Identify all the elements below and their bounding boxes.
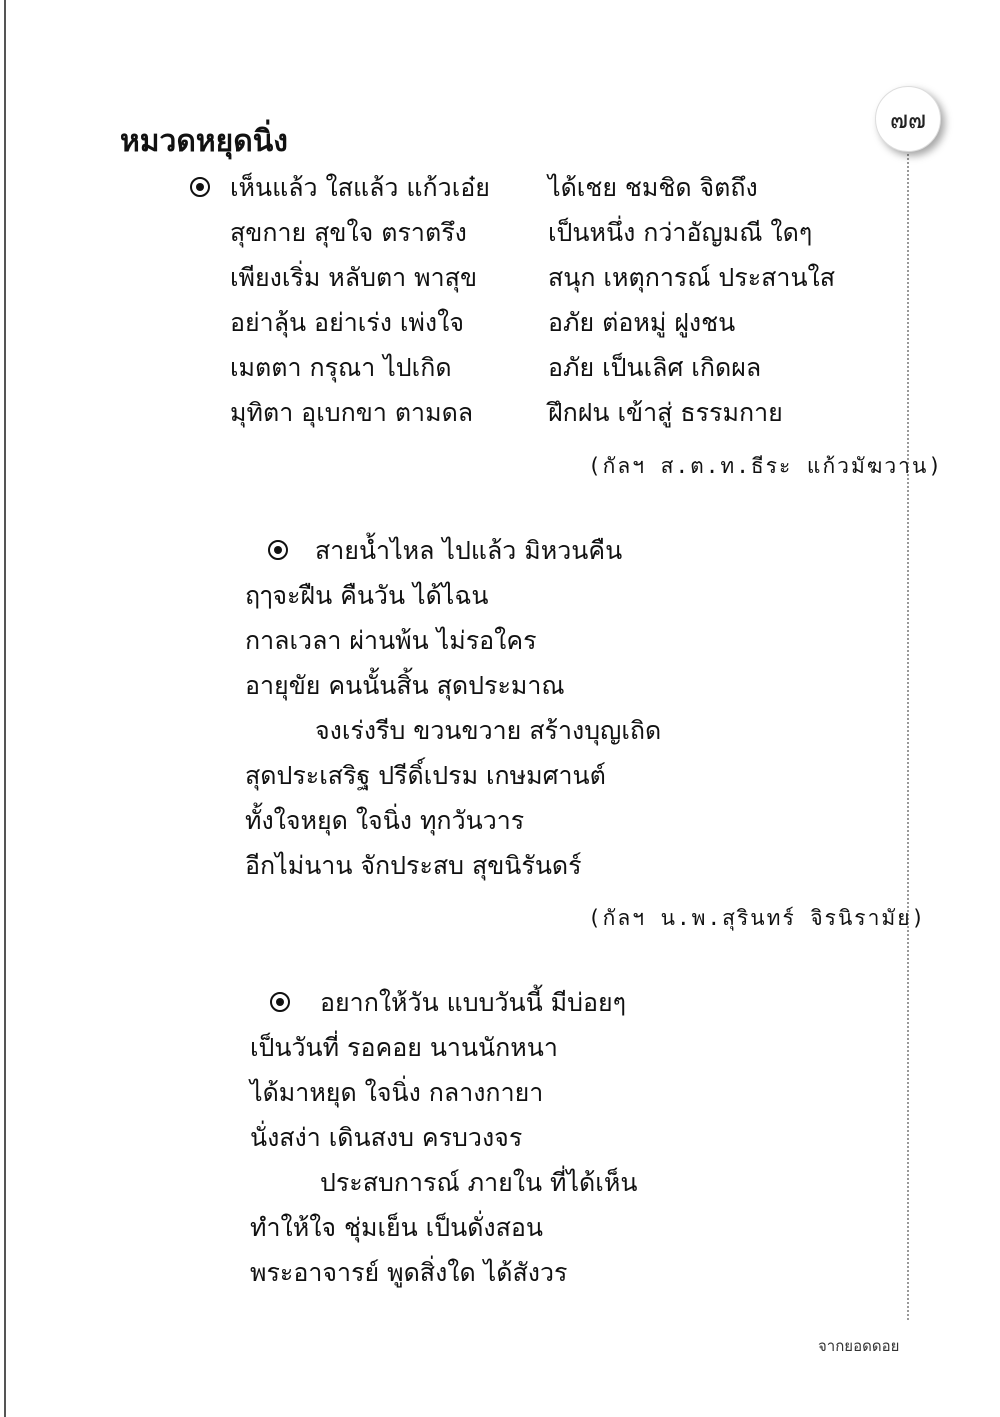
poem1-left-line: เพียงเริ่ม หลับตา พาสุข [230,263,478,292]
poem1-right-line: อภัย เป็นเลิศ เกิดผล [548,353,762,382]
footer-book-title: จากยอดดอย [818,1337,900,1355]
section-title: หมวดหยุดนิ่ง [120,124,288,159]
poem2-line: จงเร่งรีบ ขวนขวาย สร้างบุญเถิด [315,716,662,745]
poem2-line: ทั้งใจหยุด ใจนิ่ง ทุกวันวาร [245,806,525,835]
poem1-right-line: อภัย ต่อหมู่ ฝูงชน [548,308,736,337]
poem1-left-line: มุทิตา อุเบกขา ตามดล [230,398,474,427]
poem3-line: อยากให้วัน แบบวันนี้ มีบ่อยๆ [320,988,627,1017]
poem3-line: นั่งสง่า เดินสงบ ครบวงจร [250,1123,523,1152]
poem3-line: พระอาจารย์ พูดสิ่งใด ได้สังวร [250,1258,568,1287]
poem1-left-line: เมตตา กรุณา ไปเกิด [230,353,452,382]
poem1-right-line: ได้เชย ชมชิด จิตถึง [548,173,758,202]
poem3-line: ประสบการณ์ ภายใน ที่ได้เห็น [320,1168,638,1197]
poem2-line: ฤๅจะฝืน คืนวัน ได้ไฉน [245,581,489,610]
poem2-line: กาลเวลา ผ่านพ้น ไม่รอใคร [245,626,537,655]
dotted-margin-rule [907,150,909,1320]
poem2-attribution: (กัลฯ น.พ.สุรินทร์ จิรนิรามัย) [588,906,927,930]
poem1-right-line: สนุก เหตุการณ์ ประสานใส [548,263,836,292]
bullet-icon [270,992,290,1012]
poem2-line: สายน้ำไหล ไปแล้ว มิหวนคืน [315,536,623,565]
poem3-line: เป็นวันที่ รอคอย นานนักหนา [250,1033,558,1062]
poem1-attribution: (กัลฯ ส.ต.ท.ธีระ แก้วมัฆวาน) [588,454,943,478]
poem2-line: อายุขัย คนนั้นสิ้น สุดประมาณ [245,671,565,700]
poem3-line: ทำให้ใจ ชุ่มเย็น เป็นดั่งสอน [250,1213,543,1242]
page-number: ๗๗ [875,86,941,152]
poem1-left-line: เห็นแล้ว ใสแล้ว แก้วเอ๋ย [230,173,490,202]
page-border [4,0,6,1417]
poem1-left-line: สุขกาย สุขใจ ตราตรึง [230,218,467,247]
poem1-right-line: เป็นหนึ่ง กว่าอัญมณี ใดๆ [548,218,813,247]
poem2-line: อีกไม่นาน จักประสบ สุขนิรันดร์ [245,851,582,880]
poem3-line: ได้มาหยุด ใจนิ่ง กลางกายา [250,1078,544,1107]
poem1-left-line: อย่าลุ้น อย่าเร่ง เพ่งใจ [230,308,464,337]
poem2-line: สุดประเสริฐ ปรีดิ์เปรม เกษมศานต์ [245,761,606,790]
poem1-right-line: ฝึกฝน เข้าสู่ ธรรมกาย [548,398,783,427]
bullet-icon [190,177,210,197]
bullet-icon [268,540,288,560]
